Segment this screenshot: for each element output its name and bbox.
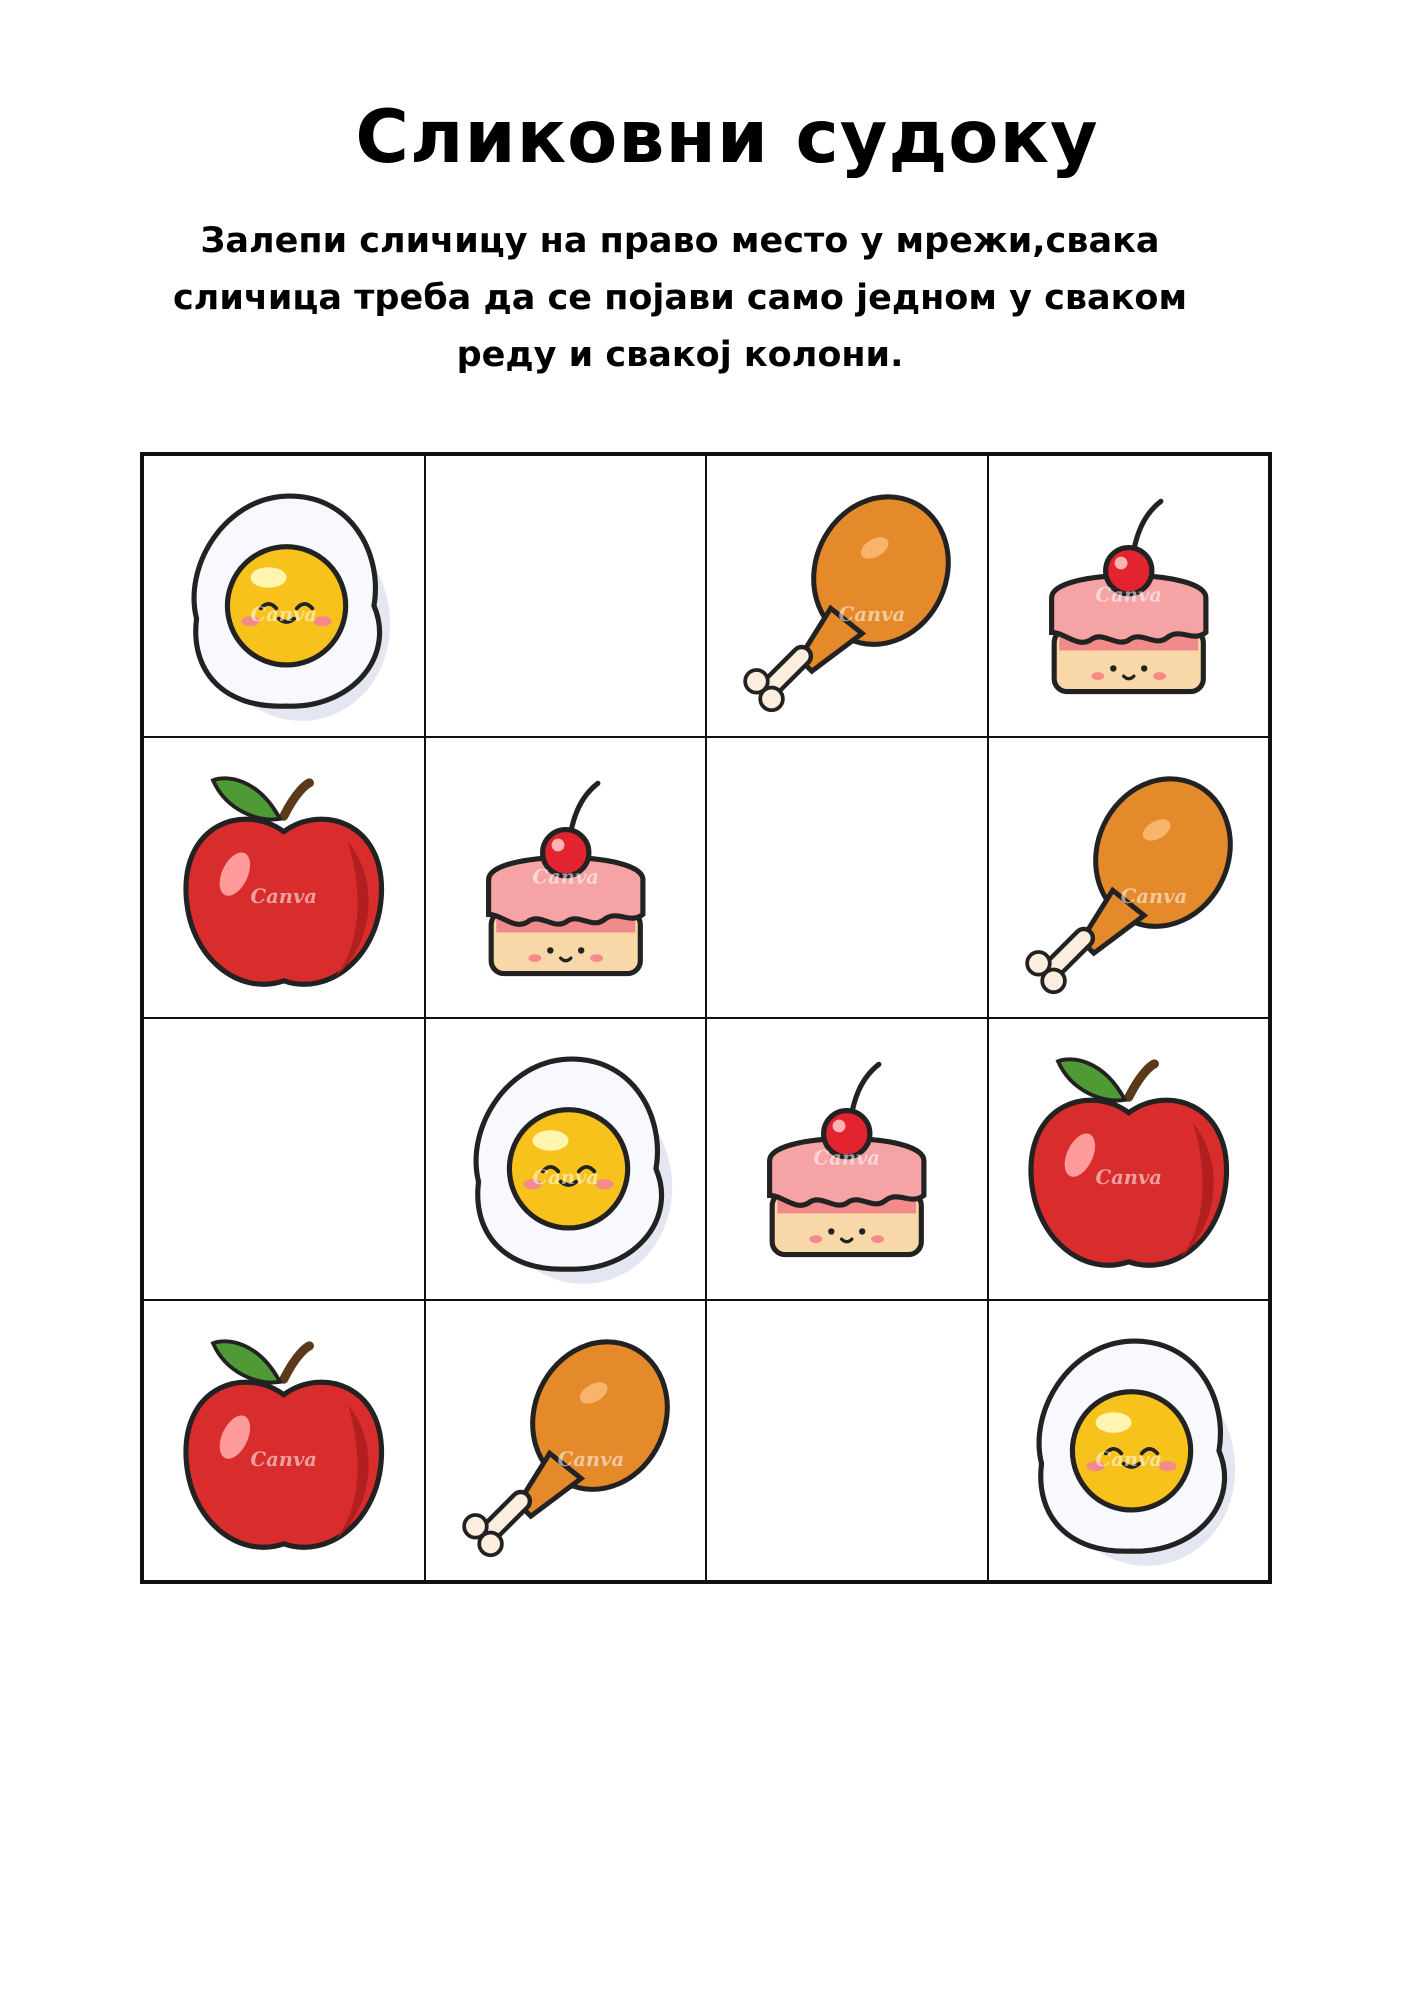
drumstick-icon <box>989 738 1269 1018</box>
watermark: Canva <box>557 1447 624 1471</box>
cake-icon <box>707 1019 987 1299</box>
apple-icon <box>144 1301 424 1581</box>
page-title: Сликовни судоку <box>355 95 1099 180</box>
sudoku-cell-empty[interactable] <box>425 455 707 737</box>
sudoku-cell-egg <box>988 1300 1270 1582</box>
watermark: Canva <box>1095 1165 1162 1189</box>
egg-icon <box>144 456 424 736</box>
sudoku-cell-apple <box>143 737 425 1019</box>
sudoku-cell-drumstick <box>706 455 988 737</box>
watermark: Canva <box>1095 1447 1162 1471</box>
watermark: Canva <box>838 602 906 626</box>
cake-icon <box>426 738 706 1018</box>
egg-icon <box>426 1019 706 1299</box>
watermark: Canva <box>250 602 317 626</box>
sudoku-cell-egg <box>143 455 425 737</box>
cake-icon <box>989 456 1269 736</box>
sudoku-cell-cake <box>706 1018 988 1300</box>
sudoku-cell-egg <box>425 1018 707 1300</box>
drumstick-icon <box>426 1301 706 1581</box>
watermark: Canva <box>813 1146 880 1170</box>
drumstick-icon <box>707 456 987 736</box>
sudoku-cell-empty[interactable] <box>143 1018 425 1300</box>
apple-icon <box>144 738 424 1018</box>
sudoku-cell-drumstick <box>425 1300 707 1582</box>
watermark: Canva <box>250 884 317 908</box>
watermark: Canva <box>1120 884 1187 908</box>
watermark: Canva <box>532 1165 599 1189</box>
watermark: Canva <box>1095 583 1162 607</box>
instructions-line-1: Залепи сличицу на право место у мрежи,свака <box>200 221 1160 261</box>
instructions-line-3: реду и свакој колони. <box>456 335 904 375</box>
sudoku-cell-drumstick <box>988 737 1270 1019</box>
sudoku-cell-empty[interactable] <box>706 737 988 1019</box>
watermark: Canva <box>532 864 599 888</box>
instructions <box>120 213 1240 384</box>
sudoku-cell-cake <box>425 737 707 1019</box>
apple-icon <box>989 1019 1269 1299</box>
sudoku-cell-cake <box>988 455 1270 737</box>
instructions-line-2: сличица треба да се појави само једном у сваком <box>172 278 1188 318</box>
sudoku-cell-apple <box>988 1018 1270 1300</box>
sudoku-cell-empty[interactable] <box>706 1300 988 1582</box>
egg-icon <box>989 1301 1269 1581</box>
sudoku-grid <box>140 452 1272 1584</box>
sudoku-cell-apple <box>143 1300 425 1582</box>
watermark: Canva <box>250 1447 317 1471</box>
